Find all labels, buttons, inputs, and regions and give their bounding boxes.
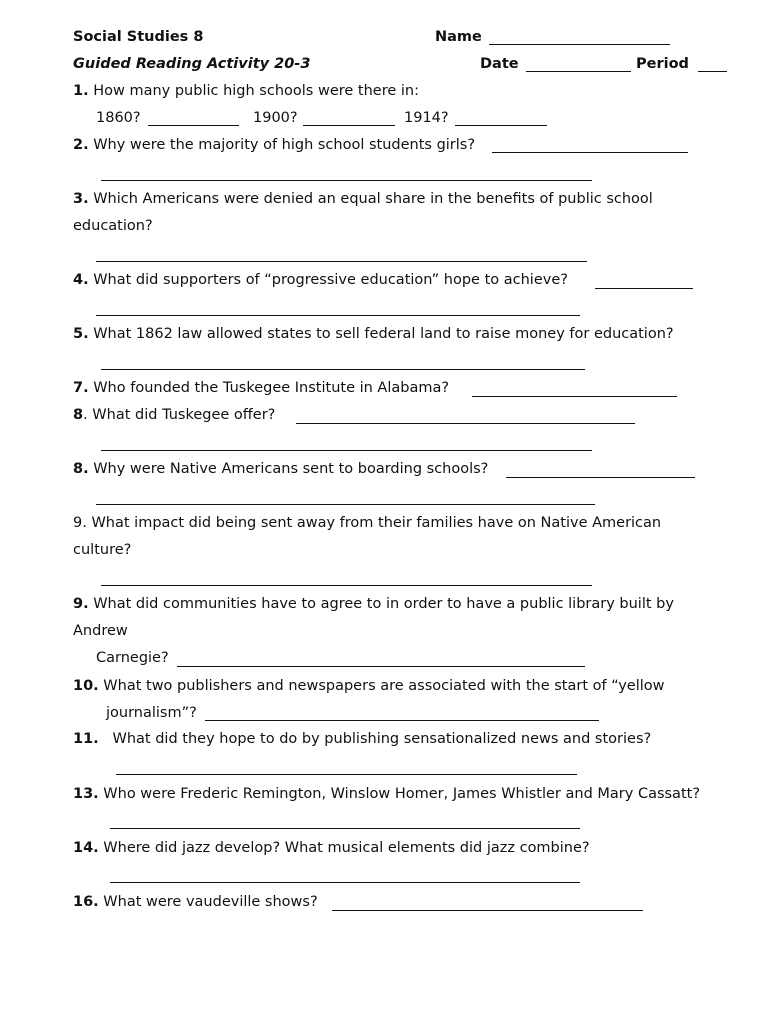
question-text: Who founded the Tuskegee Institute in Alabama? bbox=[93, 380, 450, 396]
question-number: 10. bbox=[73, 678, 99, 694]
question-9a-cont: culture? bbox=[73, 542, 132, 558]
question-9a bbox=[73, 514, 661, 532]
question-5 bbox=[73, 325, 674, 343]
question-10-cont: journalism”? bbox=[106, 705, 197, 721]
question-10 bbox=[73, 677, 665, 695]
question-number: 13. bbox=[73, 786, 99, 802]
question-text: How many public high schools were there in: bbox=[93, 83, 419, 99]
answer-3[interactable] bbox=[96, 261, 587, 262]
question-8a bbox=[73, 406, 275, 424]
question-9b bbox=[73, 595, 674, 613]
question-text: What two publishers and newspapers are associated with the start of “yellow bbox=[103, 678, 665, 694]
question-number: 8. bbox=[73, 461, 89, 477]
year-1860: 1860? bbox=[96, 110, 141, 126]
question-number: 9. bbox=[73, 596, 89, 612]
question-text: What were vaudeville shows? bbox=[103, 894, 318, 910]
answer-8b-inline[interactable] bbox=[506, 477, 695, 478]
question-number: 11. bbox=[73, 731, 99, 747]
question-number: 9. bbox=[73, 515, 87, 531]
period-field[interactable] bbox=[698, 71, 727, 72]
question-number: 7. bbox=[73, 380, 89, 396]
question-text: Who were Frederic Remington, Winslow Homer, James Whistler and Mary Cassatt? bbox=[103, 786, 701, 802]
answer-14[interactable] bbox=[110, 882, 580, 883]
course-title: Social Studies 8 bbox=[73, 29, 204, 45]
answer-1914[interactable] bbox=[455, 125, 547, 126]
question-11 bbox=[73, 730, 651, 748]
question-3 bbox=[73, 190, 653, 208]
question-text: Which Americans were denied an equal share in the benefits of public school bbox=[93, 191, 653, 207]
question-3-cont: education? bbox=[73, 218, 153, 234]
answer-1860[interactable] bbox=[148, 125, 239, 126]
answer-4-inline[interactable] bbox=[595, 288, 693, 289]
question-text: . What did Tuskegee offer? bbox=[83, 407, 276, 423]
answer-8a[interactable] bbox=[101, 450, 592, 451]
question-13 bbox=[73, 785, 700, 803]
answer-7[interactable] bbox=[472, 396, 677, 397]
answer-8a-inline[interactable] bbox=[296, 423, 635, 424]
question-text: What did communities have to agree to in order to have a public library built by bbox=[93, 596, 674, 612]
answer-10[interactable] bbox=[205, 720, 599, 721]
question-text: What 1862 law allowed states to sell federal land to raise money for education? bbox=[93, 326, 674, 342]
question-number: 8 bbox=[73, 407, 84, 423]
date-field[interactable] bbox=[526, 71, 631, 72]
question-4 bbox=[73, 271, 568, 289]
date-label: Date bbox=[480, 56, 519, 72]
answer-1900[interactable] bbox=[303, 125, 395, 126]
answer-2[interactable] bbox=[101, 180, 592, 181]
activity-title: Guided Reading Activity 20-3 bbox=[73, 56, 311, 72]
question-7 bbox=[73, 379, 449, 397]
question-number: 1. bbox=[73, 83, 89, 99]
year-1914: 1914? bbox=[404, 110, 449, 126]
question-number: 4. bbox=[73, 272, 89, 288]
question-text: Why were the majority of high school students girls? bbox=[93, 137, 476, 153]
question-2 bbox=[73, 136, 475, 154]
question-number: 3. bbox=[73, 191, 89, 207]
year-1900: 1900? bbox=[253, 110, 298, 126]
question-text: What did they hope to do by publishing sensationalized news and stories? bbox=[112, 731, 652, 747]
period-label: Period bbox=[636, 56, 689, 72]
question-number: 2. bbox=[73, 137, 89, 153]
name-label: Name bbox=[435, 29, 482, 45]
answer-16[interactable] bbox=[332, 910, 643, 911]
answer-11[interactable] bbox=[116, 774, 577, 775]
name-field[interactable] bbox=[489, 44, 670, 45]
question-text: What impact did being sent away from their families have on Native American bbox=[91, 515, 662, 531]
answer-2-inline[interactable] bbox=[492, 152, 688, 153]
question-number: 5. bbox=[73, 326, 89, 342]
question-14 bbox=[73, 839, 590, 857]
question-text: What did supporters of “progressive education” hope to achieve? bbox=[93, 272, 568, 288]
answer-4[interactable] bbox=[96, 315, 580, 316]
question-8b bbox=[73, 460, 488, 478]
answer-9b[interactable] bbox=[177, 666, 585, 667]
question-1 bbox=[73, 82, 419, 100]
answer-9a[interactable] bbox=[101, 585, 592, 586]
question-9b-cont2: Carnegie? bbox=[96, 650, 169, 666]
question-text: Why were Native Americans sent to boarding schools? bbox=[93, 461, 489, 477]
question-text: Where did jazz develop? What musical elements did jazz combine? bbox=[103, 840, 590, 856]
question-number: 16. bbox=[73, 894, 99, 910]
answer-13[interactable] bbox=[110, 828, 580, 829]
question-number: 14. bbox=[73, 840, 99, 856]
question-9b-cont: Andrew bbox=[73, 623, 128, 639]
answer-8b[interactable] bbox=[96, 504, 595, 505]
answer-5[interactable] bbox=[101, 369, 585, 370]
question-16 bbox=[73, 893, 318, 911]
